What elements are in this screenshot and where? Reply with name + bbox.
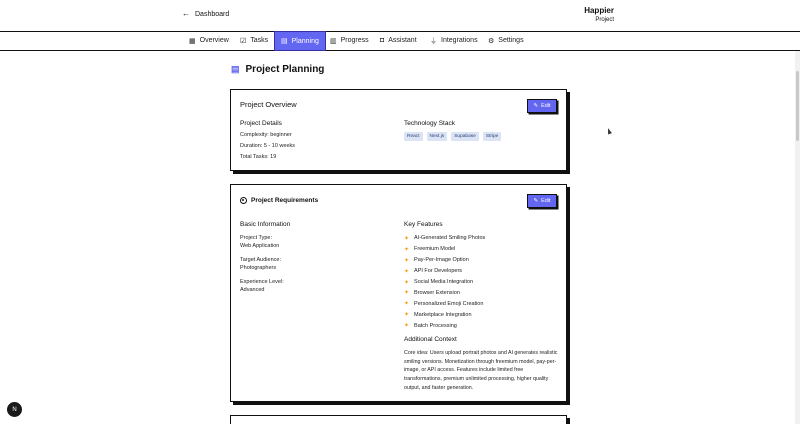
tab-label: Planning <box>291 37 319 45</box>
sparkle-icon: ✦ <box>404 257 410 264</box>
feature-item <box>404 287 485 298</box>
experience-level-label: Experience Level: <box>240 279 284 285</box>
feature-label: Social Media Integration <box>414 279 474 285</box>
bar-chart-icon: ▥ <box>330 37 337 45</box>
next-card <box>230 415 567 424</box>
feature-label: Personalized Emoji Creation <box>414 300 484 307</box>
feature-label: AI-Generated Smiling Photos <box>414 235 486 242</box>
key-features-list <box>404 233 485 331</box>
complexity-text: Complexity: beginner <box>240 132 292 138</box>
feature-label: Browser Extension <box>414 289 460 296</box>
feature-item <box>404 233 485 244</box>
tab-label: Assistant <box>388 37 417 44</box>
feature-label: Freemium Model <box>414 246 456 253</box>
document-icon: ▤ <box>231 64 240 74</box>
additional-context-heading: Additional Context <box>404 336 457 343</box>
details-heading: Project Details <box>240 120 282 127</box>
dev-tools-button[interactable] <box>7 402 22 417</box>
duration-text: Duration: 5 - 10 weeks <box>240 143 296 149</box>
project-type-label: Project Type: <box>240 235 272 241</box>
target-audience-label: Target Audience: <box>240 257 281 263</box>
scrollbar-thumb[interactable] <box>796 71 799 141</box>
experience-level-value: Advanced <box>240 287 265 293</box>
edit-icon: ✎ <box>533 198 539 204</box>
app-name: Happier <box>584 6 614 15</box>
sparkle-icon: ✦ <box>404 246 410 253</box>
feature-label: Pay-Per-Image Option <box>414 257 469 264</box>
feature-label: Batch Processing <box>414 322 457 329</box>
target-audience-value: Photographers <box>240 265 277 271</box>
tech-chip: Next.js <box>427 132 448 141</box>
back-label: Dashboard <box>195 10 230 18</box>
arrow-left-icon: ← <box>182 9 190 18</box>
edit-label: Edit <box>541 198 551 204</box>
tab-label: Settings <box>498 37 524 44</box>
tab-label: Progress <box>340 37 369 44</box>
feature-label: API For Developers <box>414 268 463 275</box>
sparkle-icon: ✦ <box>404 290 410 297</box>
document-icon: ▤ <box>281 38 288 45</box>
feature-item <box>404 277 485 288</box>
top-bar <box>0 0 800 31</box>
checkbox-icon: ☑ <box>240 37 247 45</box>
edit-icon: ✎ <box>533 103 539 109</box>
app-subtitle: Project <box>595 17 614 23</box>
page-title <box>231 64 324 75</box>
sparkle-icon: ✦ <box>404 323 410 330</box>
fab-label: N <box>12 406 17 413</box>
project-nav <box>0 31 800 51</box>
card-title: Project Overview <box>240 100 297 109</box>
gear-icon: ⚙ <box>488 37 495 45</box>
project-requirements-card <box>230 184 567 402</box>
page-scrollbar[interactable] <box>795 51 800 424</box>
tech-heading: Technology Stack <box>404 120 455 127</box>
tab-assistant[interactable] <box>380 32 417 49</box>
card-title-text: Project Requirements <box>251 197 319 204</box>
plug-icon: ⏚ <box>430 37 437 45</box>
edit-overview-button[interactable] <box>527 99 557 113</box>
tech-chip: Supabase <box>451 132 479 141</box>
project-brand <box>584 6 614 23</box>
tech-chip: Stripe <box>483 132 502 141</box>
project-type-value: Web Application <box>240 243 280 249</box>
sparkle-icon: ✦ <box>404 235 410 242</box>
basic-info-heading: Basic Information <box>240 221 291 228</box>
tab-progress[interactable] <box>330 32 369 49</box>
tab-label: Tasks <box>250 37 269 44</box>
tab-planning[interactable] <box>274 31 326 51</box>
edit-label: Edit <box>541 103 551 109</box>
page-title-text: Project Planning <box>245 64 325 75</box>
sparkle-icon: ✦ <box>404 301 410 308</box>
feature-item <box>404 298 485 309</box>
bot-icon: ◘ <box>380 37 385 44</box>
tab-tasks[interactable] <box>240 32 268 49</box>
tech-stack-list <box>404 132 501 141</box>
tab-label: Integrations <box>441 37 478 44</box>
feature-label: Marketplace Integration <box>414 311 472 318</box>
project-overview-card <box>230 89 567 171</box>
card-title <box>240 197 318 204</box>
feature-item <box>404 266 485 277</box>
edit-requirements-button[interactable] <box>527 194 557 208</box>
feature-item <box>404 255 485 266</box>
sparkle-icon: ✦ <box>404 279 410 286</box>
feature-item <box>404 320 485 331</box>
back-to-dashboard-link[interactable] <box>182 10 229 18</box>
additional-context-text: Core idea: Users upload portrait photos and AI generates realistic smiling versions. Monetization through freemium model, pay-per-image, or API access. Features include limited free transformations, premium unlimited processing, higher quality output, and faster generation. <box>404 350 558 391</box>
sparkle-icon: ✦ <box>404 312 410 319</box>
total-tasks-text: Total Tasks: 19 <box>240 154 277 160</box>
tab-settings[interactable] <box>488 32 524 49</box>
feature-item <box>404 309 485 320</box>
tab-label: Overview <box>199 37 229 44</box>
tab-integrations[interactable] <box>430 32 478 49</box>
feature-item <box>404 244 485 255</box>
target-icon <box>240 197 247 204</box>
sparkle-icon: ✦ <box>404 268 410 275</box>
mouse-cursor-icon <box>606 127 612 134</box>
tab-overview[interactable] <box>189 32 229 49</box>
grid-icon: ▦ <box>189 37 196 45</box>
tech-chip: React <box>404 132 423 141</box>
key-features-heading: Key Features <box>404 221 443 228</box>
